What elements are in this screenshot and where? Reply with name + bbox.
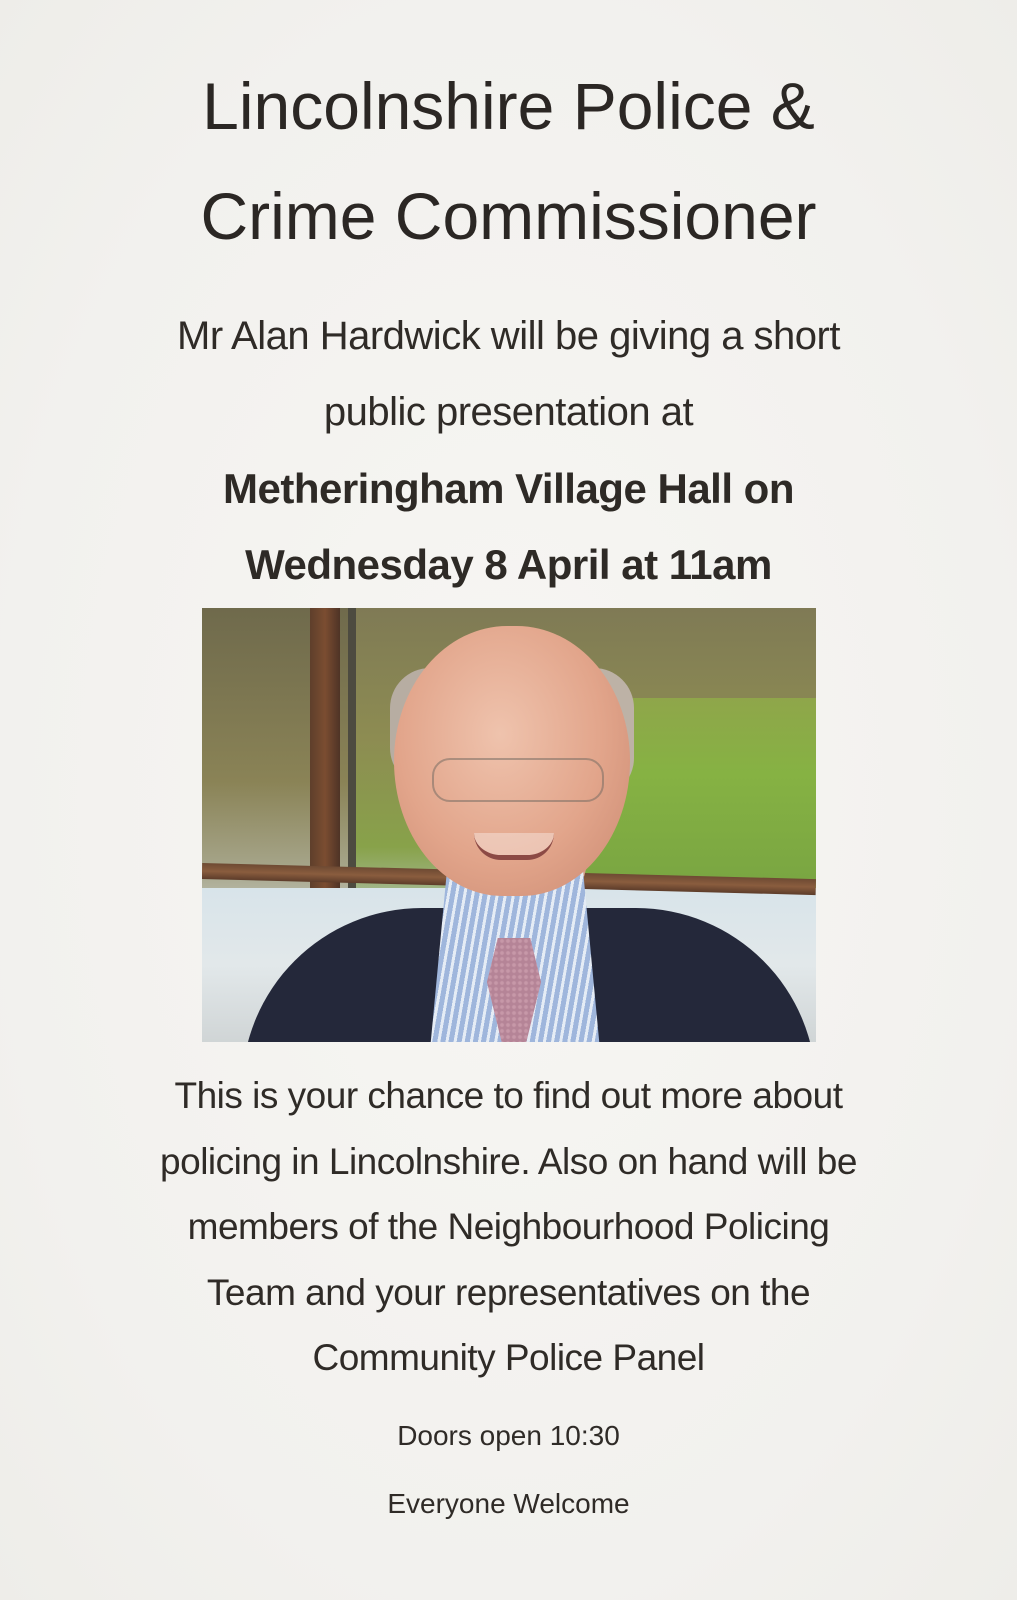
date-time-line: Wednesday 8 April at 11am: [245, 541, 772, 588]
poster-title-line-1: Lincolnshire Police &: [202, 69, 815, 143]
venue-line: Metheringham Village Hall on: [222, 465, 794, 512]
body-line-3: members of the Neighbourhood Policing: [187, 1206, 830, 1247]
poster-title-line-2: Crime Commissioner: [200, 179, 817, 253]
doors-open-time: Doors open 10:30: [397, 1420, 620, 1451]
window-frame-vertical: [310, 608, 340, 908]
body-line-4: Team and your representatives on the: [206, 1272, 811, 1313]
body-line-5: Community Police Panel: [312, 1337, 705, 1378]
commissioner-portrait-photo: [202, 608, 816, 1042]
intro-line-2: public presentation at: [323, 390, 694, 434]
glasses: [432, 758, 604, 802]
body-line-1: This is your chance to find out more about: [174, 1075, 843, 1116]
everyone-welcome: Everyone Welcome: [387, 1488, 630, 1519]
body-line-2: policing in Lincolnshire. Also on hand will be: [160, 1141, 857, 1182]
window-frame-vertical-thin: [348, 608, 356, 908]
intro-line-1: Mr Alan Hardwick will be giving a short: [177, 314, 840, 358]
